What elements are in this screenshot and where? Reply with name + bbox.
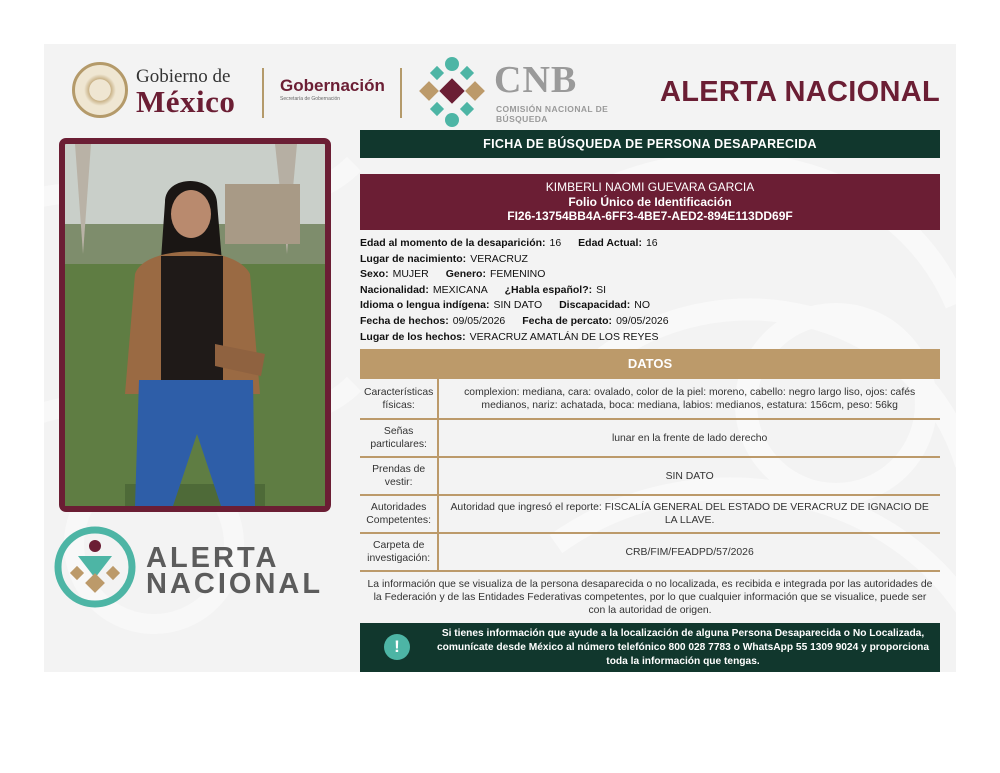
datos-key: Características físicas: [360,379,438,419]
personal-info [360,236,940,345]
datos-header: DATOS [360,349,940,379]
table-row [360,495,940,533]
header-divider [262,68,264,118]
idioma-label: Idioma o lengua indígena: [360,299,490,312]
cnb-subtitle: COMISIÓN NACIONAL DE BÚSQUEDA [496,104,609,124]
alerta-nacional-emblem-icon [54,526,136,608]
gobernacion-logo-text: Gobernación [280,76,385,95]
genero-value: FEMENINO [489,268,546,281]
discapacidad-value: NO [634,299,651,312]
missing-person-photo [59,138,331,512]
fecha-hechos-value: 09/05/2026 [452,314,506,327]
info-row [360,283,940,299]
cnb-logo-text: CNB [494,59,578,101]
header [64,54,956,134]
gobernacion-subtitle: Secretaría de Gobernación [280,96,341,102]
fecha-percato-label: Fecha de percato: [522,314,613,327]
datos-key: Prendas de vestir: [360,457,438,495]
edad-actual-label: Edad Actual: [578,237,642,249]
table-row [360,379,940,419]
info-row [360,330,940,346]
datos-key: Señas particulares: [360,419,438,457]
alerta-logo-text: ALERTA [146,542,280,574]
folio-label: Folio Único de Identificación [568,194,732,209]
datos-key: Carpeta de investigación: [360,533,438,571]
nacional-logo-text: NACIONAL [146,568,324,600]
sheet-banner: FICHA DE BÚSQUEDA DE PERSONA DESAPARECIDA [360,130,940,158]
nacionalidad-label: Nacionalidad: [360,283,429,296]
person-name: KIMBERLI NAOMI GUEVARA GARCIA [545,180,755,194]
fecha-hechos-label: Fecha de hechos: [360,314,449,327]
datos-table [360,379,940,572]
fecha-percato-value: 09/05/2026 [616,314,669,327]
contact-text: Si tienes información que ayude a la localización de alguna Persona Desaparecida o No Localizada, comunícate desde México al número telefónico 800 028 7783 o WhatsApp 55 1309 9024 y proporciona toda la información que tengas. [436,628,929,668]
search-sheet [44,44,956,672]
datos-value: Autoridad que ingresó el reporte: FISCALÍA GENERAL DEL ESTADO DE VERACRUZ DE IGNACIO DE LA LLAVE. [438,495,940,533]
habla-value: SI [596,283,607,296]
edad-desaparicion-label: Edad al momento de la desaparición: [360,237,546,249]
edad-desaparicion-value: 16 [549,237,562,249]
table-row [360,419,940,457]
alerta-nacional-title: ALERTA NACIONAL [660,76,940,108]
edad-actual-value: 16 [645,237,658,249]
genero-label: Genero: [445,268,486,281]
datos-value: CRB/FIM/FEADPD/57/2026 [438,533,940,571]
habla-label: ¿Habla español?: [504,283,593,296]
cnb-emblem-icon [416,54,488,130]
datos-value: SIN DATO [438,457,940,495]
idioma-value: SIN DATO [493,299,543,312]
lugar-nacimiento-value: VERACRUZ [470,252,528,265]
datos-key: Autoridades Competentes: [360,495,438,533]
table-row [360,533,940,571]
info-row [360,314,940,330]
gobierno-de-text: Gobierno de [136,66,231,87]
details-column [360,130,940,672]
folio-value: FI26-13754BB4A-6FF3-4BE7-AED2-894E113DD69F [507,209,793,223]
contact-banner [360,623,940,672]
header-divider [400,68,402,118]
lugar-nacimiento-label: Lugar de nacimiento: [360,252,467,265]
table-row [360,457,940,495]
info-row [360,252,940,268]
datos-value: lunar en la frente de lado derecho [438,419,940,457]
mexico-text: México [136,84,236,119]
mexico-seal-icon [72,62,128,118]
lugar-hechos-label: Lugar de los hechos: [360,330,466,343]
info-row [360,236,940,252]
lugar-hechos-value: VERACRUZ AMATLÁN DE LOS REYES [469,330,659,343]
info-row [360,298,940,314]
sexo-value: MUJER [392,268,429,281]
sexo-label: Sexo: [360,268,389,281]
disclaimer-text: La información que se visualiza de la persona desaparecida o no localizada, es recibida e integrada por las autoridades de la Federación y de las Entidades Federativas competentes, por lo que cualquier información que se visualice, puede ser con la autoridad de origen. [367,579,933,617]
alert-exclamation-icon: ! [384,634,410,660]
discapacidad-label: Discapacidad: [559,299,631,312]
datos-value: complexion: mediana, cara: ovalado, color de la piel: moreno, cabello: negro largo liso, ojos: cafés medianos, nariz: achatada, boca: mediana, labios: medianos, estatura: 156cm, peso: 56kg [438,379,940,419]
info-row [360,267,940,283]
nacionalidad-value: MEXICANA [432,283,488,296]
name-box [360,174,940,230]
